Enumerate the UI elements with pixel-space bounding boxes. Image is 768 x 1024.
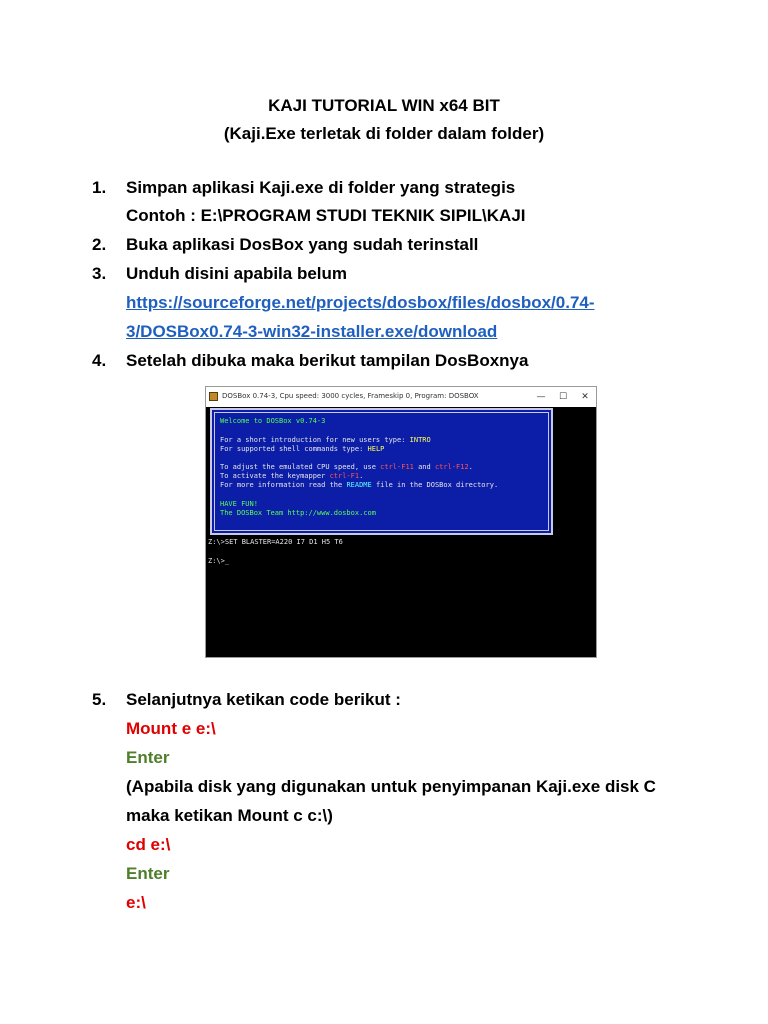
step-2-number: 2.: [92, 235, 107, 254]
enter-key-1: Enter: [126, 748, 170, 767]
dos-console-prompt[interactable]: Z:\>_: [208, 557, 230, 565]
dos-cpu-line: To adjust the emulated CPU speed, use ctrl-F11 and ctrl-F12.: [220, 463, 473, 471]
enter-key-2: Enter: [126, 864, 170, 883]
step-4-number: 4.: [92, 351, 107, 370]
dos-more-line: For more information read the README file in the DOSBox directory.: [220, 481, 499, 489]
close-icon[interactable]: ✕: [581, 392, 589, 402]
step-4-text: Setelah dibuka maka berikut tampilan DosBoxnya: [126, 351, 529, 370]
note-line-1: (Apabila disk yang digunakan untuk penyimpanan Kaji.exe disk C: [126, 777, 656, 796]
dosbox-title: DOSBox 0.74-3, Cpu speed: 3000 cycles, Frameskip 0, Program: DOSBOX: [222, 392, 479, 400]
dos-help-line: For supported shell commands type: HELP: [220, 445, 385, 453]
note-line-2: maka ketikan Mount c c:\): [126, 806, 333, 825]
step-2-text: Buka aplikasi DosBox yang sudah terinstall: [126, 235, 479, 254]
minimize-icon[interactable]: —: [536, 392, 546, 402]
code-mount-e: Mount e e:\: [126, 719, 216, 738]
dosbox-app-icon: [209, 392, 218, 401]
dos-have-fun: HAVE FUN!: [220, 500, 258, 508]
code-cd-e: cd e:\: [126, 835, 171, 854]
dosbox-welcome-box: [210, 408, 553, 535]
dos-intro-line: For a short introduction for new users type: INTRO: [220, 436, 431, 444]
dos-keymapper-line: To activate the keymapper ctrl-F1.: [220, 472, 364, 480]
step-3-number: 3.: [92, 264, 107, 283]
maximize-icon[interactable]: ☐: [558, 392, 568, 402]
doc-subtitle: (Kaji.Exe terletak di folder dalam folder): [223, 124, 545, 143]
dos-console-line-1: Z:\>SET BLASTER=A220 I7 D1 H5 T6: [208, 538, 343, 546]
dos-team: The DOSBox Team http://www.dosbox.com: [220, 509, 376, 517]
step-5-text: Selanjutnya ketikan code berikut :: [126, 690, 401, 709]
code-e-drive: e:\: [126, 893, 146, 912]
dosbox-screenshot: [205, 386, 597, 658]
step-1-number: 1.: [92, 178, 107, 197]
step-1-example: Contoh : E:\PROGRAM STUDI TEKNIK SIPIL\KAJI: [126, 206, 526, 225]
dos-welcome: Welcome to DOSBox v0.74-3: [220, 417, 326, 425]
dosbox-titlebar: [206, 387, 596, 407]
step-5-number: 5.: [92, 690, 107, 709]
download-link-line-2[interactable]: 3/DOSBox0.74-3-win32-installer.exe/download: [126, 322, 498, 341]
doc-title: KAJI TUTORIAL WIN x64 BIT: [268, 96, 500, 115]
step-1-text: Simpan aplikasi Kaji.exe di folder yang strategis: [126, 178, 516, 197]
download-link-line-1[interactable]: https://sourceforge.net/projects/dosbox/files/dosbox/0.74-: [126, 293, 595, 312]
step-3-text: Unduh disini apabila belum: [126, 264, 348, 283]
